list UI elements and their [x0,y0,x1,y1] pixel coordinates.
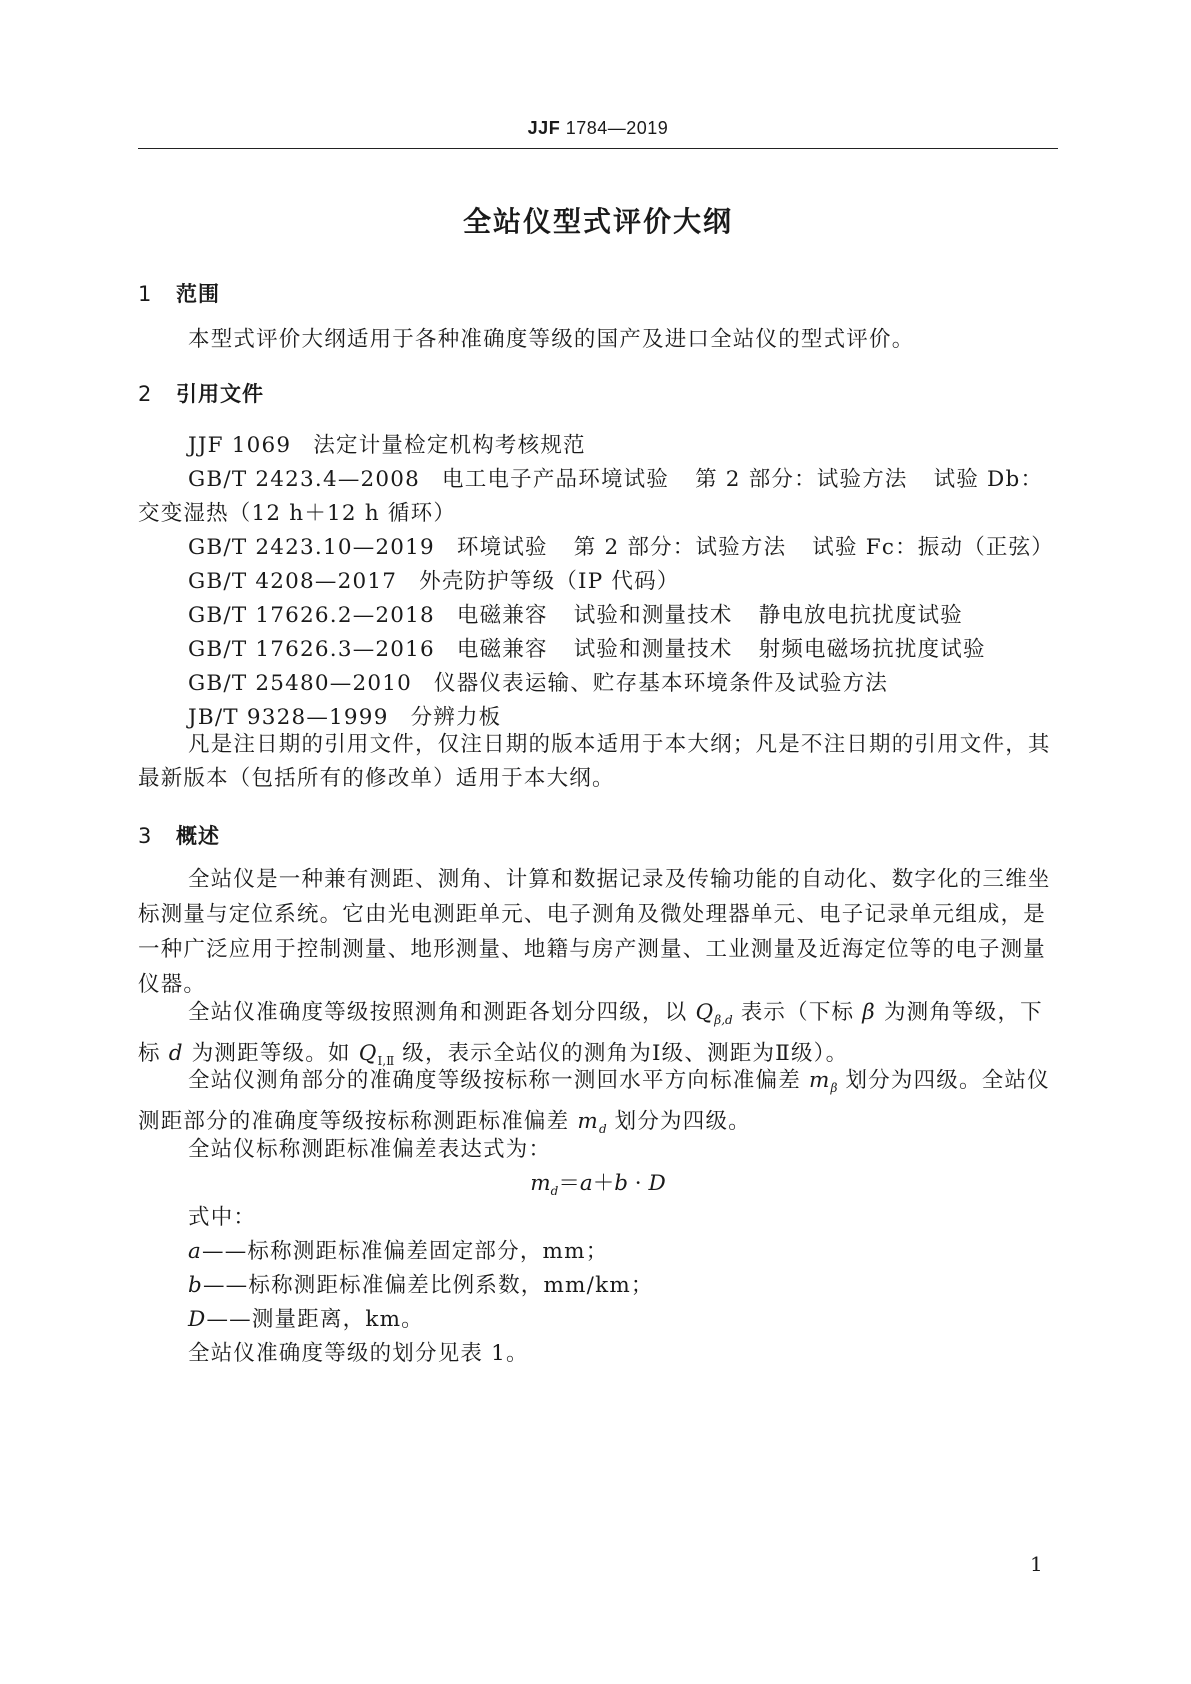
formula: $m_d=a+b \cdot D$ [530,1171,666,1198]
reference-name: 外壳防护等级（IP 代码） [419,569,680,594]
header-code-prefix: JJF [527,118,561,138]
section-number: 2 [138,382,153,406]
reference-part: 第 2 部分：试验方法 [695,467,908,492]
reference-code: GB/T 2423.4—2008 [188,467,421,492]
section-number: 3 [138,824,153,848]
reference-item [188,428,586,459]
section-title: 概述 [176,824,220,848]
reference-item [188,632,986,663]
reference-part: 第 2 部分：试验方法 [573,535,787,560]
reference-note: 凡是注日期的引用文件，仅注日期的版本适用于本大纲；凡是不注日期的引用文件，其最新版本（包括所有的修改单）适用于本大纲。 [138,732,1051,791]
reference-name: 法定计量检定机构考核规范 [313,433,586,458]
reference-code: JJF 1069 [188,433,292,458]
reference-test: 射频电磁场抗扰度试验 [758,637,986,662]
reference-name: 电工电子产品环境试验 [442,467,670,492]
reference-name: 电磁兼容 [456,603,548,628]
overview-paragraph-5: 全站仪准确度等级的划分见表 1。 [188,1341,529,1366]
reference-part: 试验和测量技术 [573,637,733,662]
page-number: 1 [1030,1552,1043,1576]
reference-item [188,598,963,629]
reference-name: 仪器仪表运输、贮存基本环境条件及试验方法 [434,671,889,696]
section-title: 引用文件 [176,382,264,406]
reference-item [188,530,1054,561]
section-2-heading [138,378,264,408]
variable-a: a——标称测距标准偏差固定部分，mm； [188,1239,609,1264]
reference-name: 环境试验 [456,535,548,560]
reference-code: GB/T 4208—2017 [188,569,398,594]
reference-code: JB/T 9328—1999 [188,705,389,730]
reference-code: GB/T 17626.3—2016 [188,637,435,662]
variable-D: D——测量距离，km。 [188,1307,424,1332]
where-label: 式中： [188,1205,257,1230]
reference-item [188,666,888,697]
reference-test: 静电放电抗扰度试验 [758,603,963,628]
document-header [138,118,1058,139]
reference-item [188,700,501,731]
reference-code: GB/T 2423.10—2019 [188,535,435,560]
section-1-body: 本型式评价大纲适用于各种准确度等级的国产及进口全站仪的型式评价。 [188,327,915,352]
overview-paragraph-4: 全站仪标称测距标准偏差表达式为： [188,1137,552,1162]
section-title: 范围 [176,282,220,306]
section-number: 1 [138,282,153,306]
section-1-heading [138,278,220,308]
reference-continuation: 交变湿热（12 h＋12 h 循环） [138,501,457,526]
header-code-number: 1784—2019 [565,118,669,138]
reference-part: 试验和测量技术 [573,603,733,628]
header-rule [138,148,1058,149]
overview-paragraph-2: 全站仪准确度等级按照测角和测距各划分四级，以 $Q_{\beta,d}$ 表示（下标 β 为测角等级，下标 d 为测距等级。如 $Q_{Ⅰ,Ⅱ}$ 级，表示全站仪的测角为Ⅰ级、测距为Ⅱ级）。 [138,1000,1043,1068]
reference-test: 试验 Db： [933,467,1044,492]
reference-test: 试验 Fc：振动（正弦） [812,535,1054,560]
reference-code: GB/T 25480—2010 [188,671,413,696]
reference-item [188,462,1043,493]
overview-paragraph-1: 全站仪是一种兼有测距、测角、计算和数据记录及传输功能的自动化、数字化的三维坐标测量与定位系统。它由光电测距单元、电子测角及微处理器单元、电子记录单元组成，是一种广泛应用于控制测量、地形测量、地籍与房产测量、工业测量及近海定位等的电子测量仪器。 [138,867,1051,997]
overview-paragraph-3: 全站仪测角部分的准确度等级按标称一测回水平方向标准偏差 $m_\beta$ 划分为四级。全站仪测距部分的准确度等级按标称测距标准偏差 $m_d$ 划分为四级。 [138,1068,1050,1136]
reference-code: GB/T 17626.2—2018 [188,603,435,628]
reference-item [188,564,680,595]
reference-name: 电磁兼容 [456,637,548,662]
reference-name: 分辨力板 [410,705,502,730]
section-3-heading [138,820,220,850]
variable-b: b——标称测距标准偏差比例系数，mm/km； [188,1273,654,1298]
page-title: 全站仪型式评价大纲 [462,205,733,238]
